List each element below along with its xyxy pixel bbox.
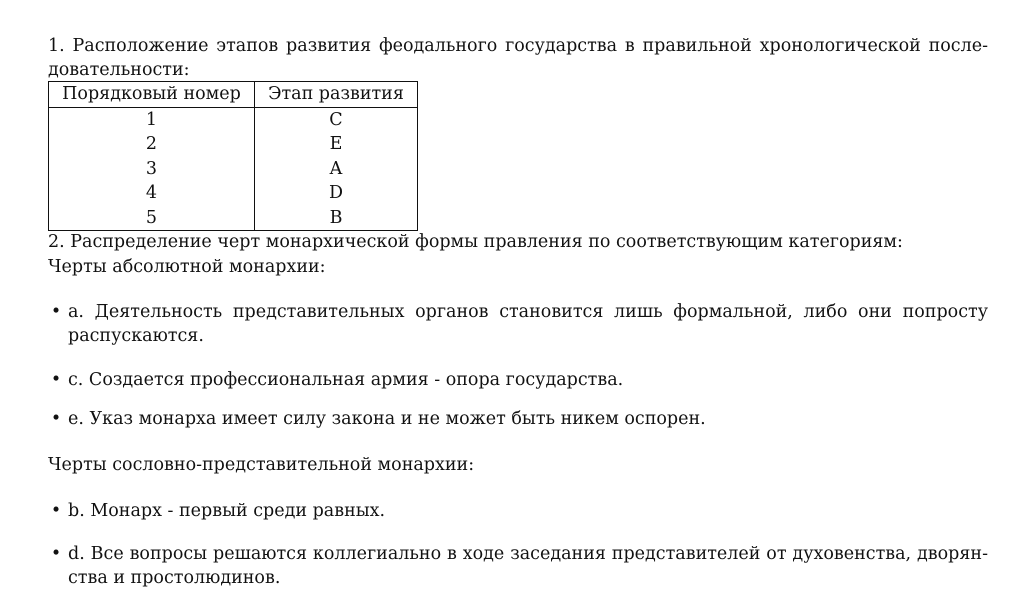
table-header-stage: Этап развития — [255, 82, 418, 108]
list-item — [48, 407, 988, 431]
table-row — [49, 181, 418, 206]
section2-heading: 2. Распределение черт монархической формы правления по соответствующим категориям: — [48, 232, 903, 252]
list-item-text — [68, 542, 988, 590]
list-item-text — [68, 368, 988, 392]
list-item — [48, 300, 988, 348]
table-cell-order: 3 — [49, 157, 255, 182]
table-row — [49, 107, 418, 132]
table-row — [49, 157, 418, 182]
bullet-icon: • — [50, 302, 62, 322]
stages-table — [48, 81, 418, 231]
list-item-line2: распускаются. — [68, 326, 204, 346]
table-cell-stage: C — [255, 107, 418, 132]
table-cell-stage: D — [255, 181, 418, 206]
list-item-line1: d. Все вопросы решаются коллегиально в ходе заседания представителей от духовенства, дворян- — [68, 544, 988, 564]
bullet-icon: • — [50, 544, 62, 564]
table-cell-stage: A — [255, 157, 418, 182]
table-cell-stage: B — [255, 206, 418, 231]
list-item — [48, 499, 988, 523]
list-item-text — [68, 407, 988, 431]
table-cell-order: 4 — [49, 181, 255, 206]
table-row — [49, 206, 418, 231]
list-item-line1: b. Монарх - первый среди равных. — [68, 501, 386, 521]
list-item-line1: a. Деятельность представительных органов становится лишь формальной, либо они попросту — [68, 302, 988, 322]
list-item-line2: ства и простолюдинов. — [68, 568, 281, 588]
bullet-icon: • — [50, 501, 62, 521]
list-item-text — [68, 300, 988, 348]
bullet-icon: • — [50, 409, 62, 429]
table-cell-order: 2 — [49, 132, 255, 157]
absolute-monarchy-title: Черты абсолютной монархии: — [48, 257, 326, 277]
table-cell-order: 1 — [49, 107, 255, 132]
table-cell-stage: E — [255, 132, 418, 157]
list-item-line1: e. Указ монарха имеет силу закона и не может быть никем оспорен. — [68, 409, 706, 429]
table-header-order: Порядковый номер — [49, 82, 255, 108]
section1-heading-line2: довательности: — [48, 60, 190, 80]
list-item-line1: c. Создается профессиональная армия - опора государства. — [68, 370, 624, 390]
table-row — [49, 132, 418, 157]
table-header-row — [49, 82, 418, 108]
list-item-text — [68, 499, 988, 523]
table-cell-order: 5 — [49, 206, 255, 231]
list-item — [48, 368, 988, 392]
section1-heading-line1: 1. Расположение этапов развития феодального государства в правильной хронологической после- — [48, 36, 988, 56]
estate-monarchy-title: Черты сословно-представительной монархии: — [48, 455, 475, 475]
bullet-icon: • — [50, 370, 62, 390]
list-item — [48, 542, 988, 590]
